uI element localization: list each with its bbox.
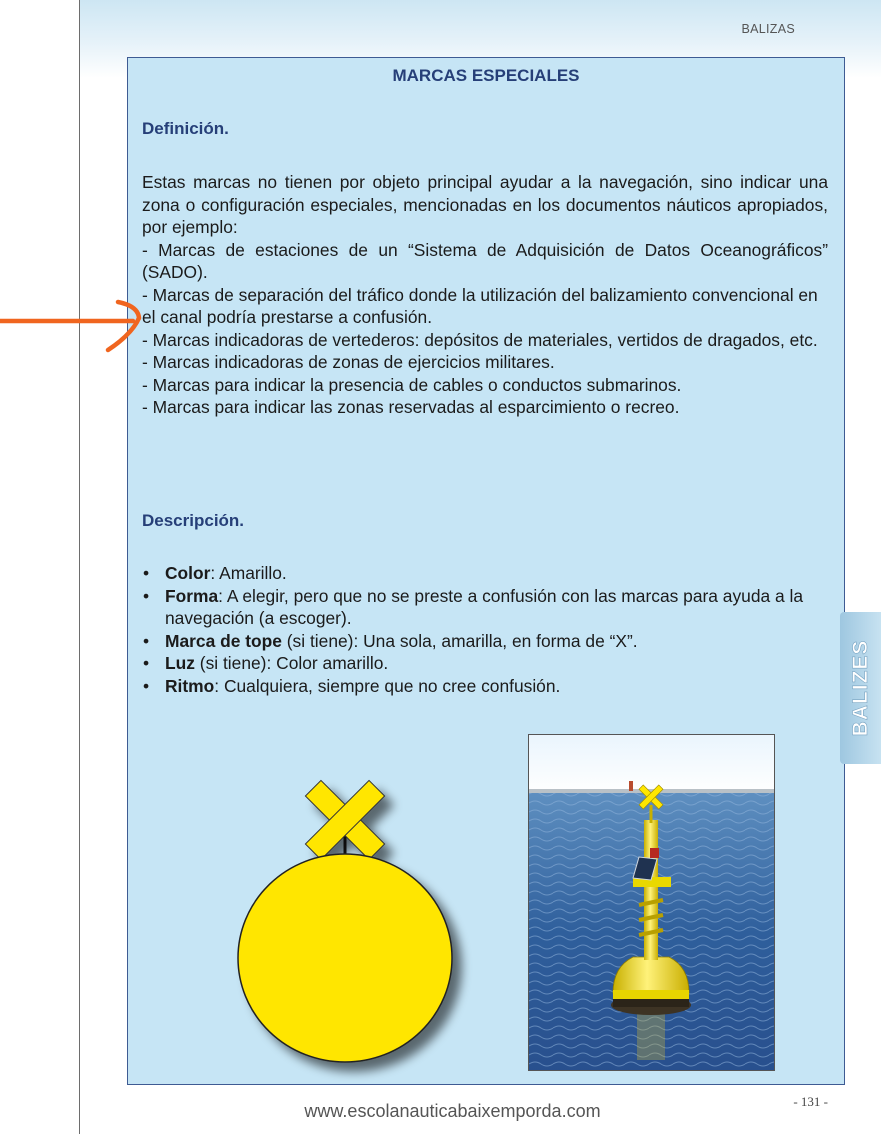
bullet-term: Forma bbox=[165, 585, 219, 606]
definition-item: - Marcas de separación del tráfico donde la utilización del balizamiento convencional en el canal podría prestarse a confusión. bbox=[142, 284, 818, 327]
header-section-label: BALIZAS bbox=[741, 22, 795, 36]
bullet-text: : A elegir, pero que no se preste a confusión con las marcas para ayuda a la navegación (a escoger). bbox=[165, 585, 804, 628]
bullet-text: (si tiene): Una sola, amarilla, en forma de “X”. bbox=[281, 630, 638, 651]
definition-body bbox=[142, 171, 828, 419]
list-item: • Ritmo: Cualquiera, siempre que no cree confusión. bbox=[143, 675, 561, 696]
side-tab-label: BALIZES bbox=[848, 639, 872, 737]
description-heading: Descripción. bbox=[142, 511, 245, 530]
description-list bbox=[138, 562, 818, 697]
definition-item: - Marcas de estaciones de un “Sistema de Adquisición de Datos Oceanográficos” (SADO). bbox=[142, 239, 828, 282]
list-item: • Marca de tope (si tiene): Una sola, amarilla, en forma de “X”. bbox=[143, 630, 638, 651]
bullet-term: Luz bbox=[165, 653, 195, 673]
list-item: • Color: Amarillo. bbox=[143, 563, 287, 583]
definition-item: - Marcas para indicar la presencia de cables o conductos submarinos. bbox=[142, 374, 682, 395]
bullet-term: Marca de tope bbox=[165, 630, 282, 651]
list-item: • Luz (si tiene): Color amarillo. bbox=[143, 653, 389, 673]
list-item: • Forma: A elegir, pero que no se preste a confusión con las marcas para ayuda a la navegación (a escoger). bbox=[143, 585, 804, 628]
buoy-photo bbox=[528, 734, 775, 1071]
definition-intro: Estas marcas no tienen por objeto principal ayudar a la navegación, sino indicar una zona o configuración especiales, mencionadas en los documentos náuticos apropiados, por ejemplo: bbox=[142, 172, 828, 237]
bullet-term: Ritmo bbox=[165, 675, 215, 696]
definition-heading: Definición. bbox=[142, 119, 229, 138]
bullet-term: Color bbox=[165, 563, 211, 583]
footer-url[interactable]: www.escolanauticabaixemporda.com bbox=[304, 1101, 601, 1121]
panel-title: MARCAS ESPECIALES bbox=[392, 66, 580, 85]
margin-rule bbox=[79, 0, 80, 1134]
definition-item: - Marcas indicadoras de vertederos: depósitos de materiales, vertidos de dragados, etc. bbox=[142, 329, 818, 350]
definition-item: - Marcas indicadoras de zonas de ejercicios militares. bbox=[142, 352, 555, 372]
side-tab[interactable] bbox=[840, 612, 881, 764]
definition-item: - Marcas para indicar las zonas reservadas al esparcimiento o recreo. bbox=[142, 397, 680, 417]
bullet-text: : Amarillo. bbox=[210, 563, 287, 583]
bullet-text: : Cualquiera, siempre que no cree confusión. bbox=[214, 675, 561, 696]
page-number: - 131 - bbox=[793, 1094, 828, 1109]
photo-scene bbox=[529, 735, 775, 1071]
bullet-text: (si tiene): Color amarillo. bbox=[194, 653, 389, 673]
